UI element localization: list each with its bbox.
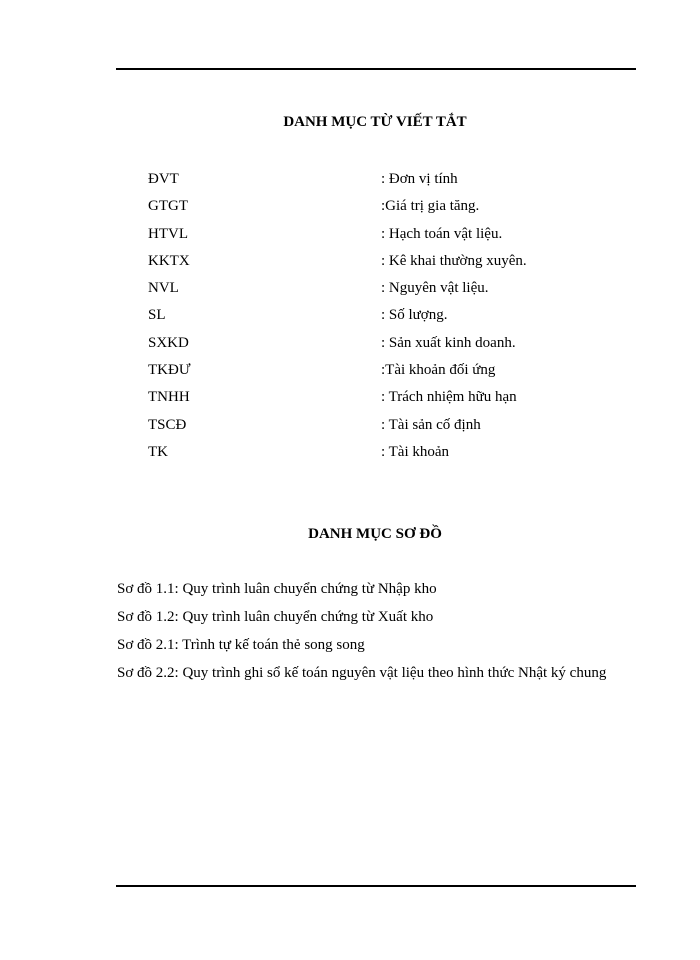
abbreviation-term: HTVL xyxy=(148,225,188,242)
abbreviation-term: ĐVT xyxy=(148,171,179,187)
diagrams-list xyxy=(117,578,606,690)
list-item xyxy=(148,168,598,195)
abbreviation-definition: : Kê khai thường xuyên. xyxy=(381,252,527,269)
abbreviation-term: KKTX xyxy=(148,252,190,269)
abbreviation-definition: : Số lượng. xyxy=(381,307,448,324)
diagram-list-item: Sơ đồ 2.1: Trình tự kế toán thẻ song song xyxy=(117,637,365,653)
abbreviation-definition: : Tài khoản xyxy=(381,443,450,460)
list-item xyxy=(148,195,598,222)
abbreviation-term: GTGT xyxy=(148,198,188,215)
abbreviation-definition: :Giá trị gia tăng. xyxy=(381,198,480,215)
diagrams-heading: DANH MỤC SƠ ĐỒ xyxy=(308,526,442,542)
abbreviation-term: TSCĐ xyxy=(148,416,187,433)
list-item xyxy=(148,386,598,413)
abbreviation-term: SL xyxy=(148,307,166,324)
abbreviation-definition: :Tài khoản đối ứng xyxy=(381,362,496,379)
list-item xyxy=(148,250,598,277)
list-item xyxy=(148,277,598,304)
abbreviations-heading: DANH MỤC TỪ VIẾT TẮT xyxy=(283,114,467,130)
bottom-divider xyxy=(116,885,636,887)
diagram-list-item: Sơ đồ 1.1: Quy trình luân chuyển chứng từ Nhập kho xyxy=(117,581,437,597)
top-divider xyxy=(116,68,636,70)
abbreviation-term: TNHH xyxy=(148,389,190,406)
abbreviation-definition: : Sản xuất kinh doanh. xyxy=(381,334,516,351)
list-item xyxy=(148,359,598,386)
abbreviation-definition: : Tài sản cố định xyxy=(381,416,481,433)
list-item xyxy=(148,223,598,250)
abbreviation-term: TKĐƯ xyxy=(148,362,191,379)
abbreviation-definition: : Đơn vị tính xyxy=(381,171,458,187)
abbreviation-definition: : Hạch toán vật liệu. xyxy=(381,225,503,242)
diagram-list-item: Sơ đồ 1.2: Quy trình luân chuyển chứng từ Xuất kho xyxy=(117,609,434,625)
abbreviation-definition: : Trách nhiệm hữu hạn xyxy=(381,389,517,406)
abbreviation-definition: : Nguyên vật liệu. xyxy=(381,280,489,297)
list-item xyxy=(148,414,598,441)
abbreviations-list xyxy=(148,168,598,468)
abbreviation-term: SXKD xyxy=(148,334,189,351)
list-item xyxy=(148,304,598,331)
list-item xyxy=(148,441,598,468)
diagram-list-item: Sơ đồ 2.2: Quy trình ghi sổ kế toán nguyên vật liệu theo hình thức Nhật ký chung xyxy=(117,665,607,681)
list-item xyxy=(148,332,598,359)
abbreviation-term: TK xyxy=(148,443,168,460)
abbreviation-term: NVL xyxy=(148,280,179,297)
